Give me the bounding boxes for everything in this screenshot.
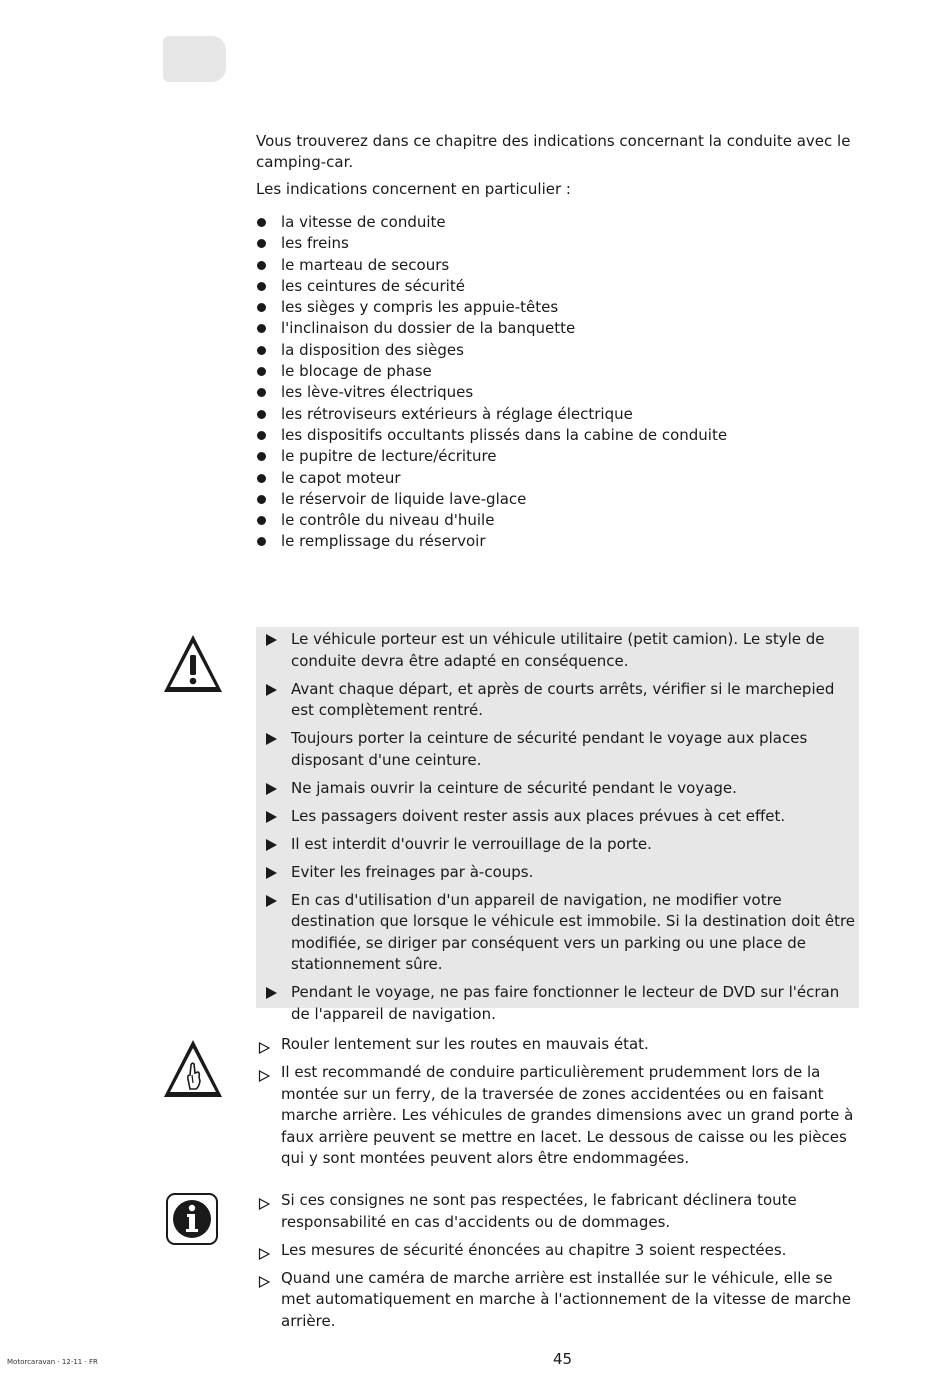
topic-item	[256, 340, 727, 361]
arrow-right-icon	[266, 634, 277, 646]
note-item	[256, 1268, 860, 1333]
bullet-dot-icon	[257, 282, 266, 291]
topic-item	[256, 489, 727, 510]
warning-item-text: Le véhicule porteur est un véhicule utilitaire (petit camion). Le style de conduite devra être adapté en conséquence.	[291, 630, 825, 670]
arrow-right-icon	[266, 895, 277, 907]
topic-item-text: les ceintures de sécurité	[281, 276, 465, 295]
arrow-right-icon	[266, 811, 277, 823]
topic-item-text: les freins	[281, 234, 349, 253]
bullet-dot-icon	[257, 537, 266, 546]
warning-item	[264, 982, 856, 1025]
topic-item-text: les dispositifs occultants plissés dans la cabine de conduite	[281, 425, 728, 444]
bullet-dot-icon	[257, 452, 266, 461]
warning-item	[264, 778, 856, 800]
topic-item	[256, 531, 727, 552]
intro-lead: Les indications concernent en particulier :	[256, 180, 571, 198]
topic-item	[256, 468, 727, 489]
outline-arrow-icon	[258, 1245, 270, 1257]
topic-item	[256, 276, 727, 297]
topic-item	[256, 212, 727, 233]
caution-item	[256, 1062, 860, 1170]
bullet-dot-icon	[257, 516, 266, 525]
bullet-dot-icon	[257, 346, 266, 355]
caution-hand-icon	[162, 1037, 224, 1099]
bullet-dot-icon	[257, 367, 266, 376]
warning-item-text: Avant chaque départ, et après de courts arrêts, vérifier si le marchepied est complètement rentré.	[291, 679, 835, 719]
warning-item-text: Toujours porter la ceinture de sécurité pendant le voyage aux places disposant d'une ceinture.	[291, 729, 808, 769]
topic-item	[256, 233, 727, 254]
topic-item-text: le pupitre de lecture/écriture	[281, 447, 497, 466]
document-reference: Motorcaravan · 12-11 · FR	[7, 1358, 98, 1366]
caution-item-text: Rouler lentement sur les routes en mauvais état.	[281, 1035, 649, 1053]
intro-paragraph: Vous trouverez dans ce chapitre des indications concernant la conduite avec le camping-car.	[256, 132, 851, 171]
warning-item	[264, 629, 856, 672]
topic-item-text: le contrôle du niveau d'huile	[281, 511, 495, 530]
topic-item	[256, 446, 727, 467]
caution-item-text: Il est recommandé de conduire particulièrement prudemment lors de la montée sur un ferry, de la traversée de zones accidentées ou en faisant marche arrière. Les véhicules de grandes dimensions avec un grand porte à faux arrière peuvent se mettre en lacet. Le dessous de caisse ou les pièces qui y sont montées peuvent alors être endommagées.	[281, 1063, 854, 1167]
warning-item-text: Il est interdit d'ouvrir le verrouillage de la porte.	[291, 834, 652, 853]
note-item	[256, 1240, 860, 1262]
topic-list	[256, 212, 727, 553]
topic-item-text: le remplissage du réservoir	[281, 532, 486, 551]
warning-item	[264, 862, 856, 884]
topic-item	[256, 510, 727, 531]
topic-item	[256, 425, 727, 446]
bullet-dot-icon	[257, 239, 266, 248]
caution-item	[256, 1034, 860, 1056]
info-icon	[166, 1193, 218, 1245]
topic-item	[256, 297, 727, 318]
note-item-text: Si ces consignes ne sont pas respectées, le fabricant déclinera toute responsabilité en cas d'accidents ou de dommages.	[281, 1191, 797, 1231]
warning-item-text: Les passagers doivent rester assis aux places prévues à cet effet.	[291, 806, 786, 825]
warning-item	[264, 834, 856, 856]
arrow-right-icon	[266, 733, 277, 745]
topic-item	[256, 255, 727, 276]
topic-item-text: le blocage de phase	[281, 362, 432, 381]
outline-arrow-icon	[258, 1273, 270, 1285]
topic-item	[256, 404, 727, 425]
outline-arrow-icon	[258, 1195, 270, 1207]
topic-item-text: le capot moteur	[281, 468, 401, 487]
warning-item-text: Eviter les freinages par à-coups.	[291, 862, 534, 881]
arrow-right-icon	[266, 684, 277, 696]
warning-item	[264, 679, 856, 722]
bullet-dot-icon	[257, 410, 266, 419]
topic-item-text: les rétroviseurs extérieurs à réglage électrique	[281, 404, 633, 423]
warning-item-text: Pendant le voyage, ne pas faire fonctionner le lecteur de DVD sur l'écran de l'appareil de navigation.	[291, 983, 840, 1023]
bullet-dot-icon	[257, 388, 266, 397]
note-item	[256, 1190, 860, 1233]
outline-arrow-icon	[258, 1039, 270, 1051]
note-item-text: Quand une caméra de marche arrière est installée sur le véhicule, elle se met automatiquement en marche à l'actionnement de la vitesse de marche arrière.	[281, 1268, 851, 1330]
warning-item	[264, 806, 856, 828]
warning-item	[264, 728, 856, 771]
warning-item-text: Ne jamais ouvrir la ceinture de sécurité pendant le voyage.	[291, 778, 737, 797]
topic-item	[256, 361, 727, 382]
bullet-dot-icon	[257, 495, 266, 504]
arrow-right-icon	[266, 839, 277, 851]
topic-item-text: la vitesse de conduite	[281, 213, 446, 231]
warning-item	[264, 890, 856, 976]
arrow-right-icon	[266, 867, 277, 879]
warning-list	[264, 629, 856, 1032]
topic-item-text: le marteau de secours	[281, 255, 450, 274]
page-number: 45	[553, 1350, 573, 1368]
bullet-dot-icon	[257, 474, 266, 483]
note-list	[256, 1190, 860, 1339]
bullet-dot-icon	[257, 431, 266, 440]
note-item-text: Les mesures de sécurité énoncées au chapitre 3 soient respectées.	[281, 1240, 787, 1259]
arrow-right-icon	[266, 783, 277, 795]
bullet-dot-icon	[257, 324, 266, 333]
topic-item	[256, 318, 727, 339]
outline-arrow-icon	[258, 1067, 270, 1079]
bullet-dot-icon	[257, 261, 266, 270]
topic-item	[256, 382, 727, 403]
warning-triangle-icon	[162, 632, 224, 694]
topic-item-text: la disposition des sièges	[281, 340, 464, 359]
caution-list	[256, 1034, 860, 1176]
topic-item-text: les lève-vitres électriques	[281, 383, 474, 402]
bullet-dot-icon	[257, 303, 266, 312]
topic-item-text: le réservoir de liquide lave-glace	[281, 489, 527, 508]
arrow-right-icon	[266, 987, 277, 999]
topic-item-text: l'inclinaison du dossier de la banquette	[281, 319, 576, 338]
chapter-tab	[163, 36, 226, 82]
topic-item-text: les sièges y compris les appuie-têtes	[281, 298, 559, 317]
bullet-dot-icon	[257, 218, 266, 227]
warning-item-text: En cas d'utilisation d'un appareil de navigation, ne modifier votre destination que lorsque le véhicule est immobile. Si la destination doit être modifiée, se diriger par conséquent vers un parking ou une place de stationnement sûre.	[291, 890, 856, 973]
